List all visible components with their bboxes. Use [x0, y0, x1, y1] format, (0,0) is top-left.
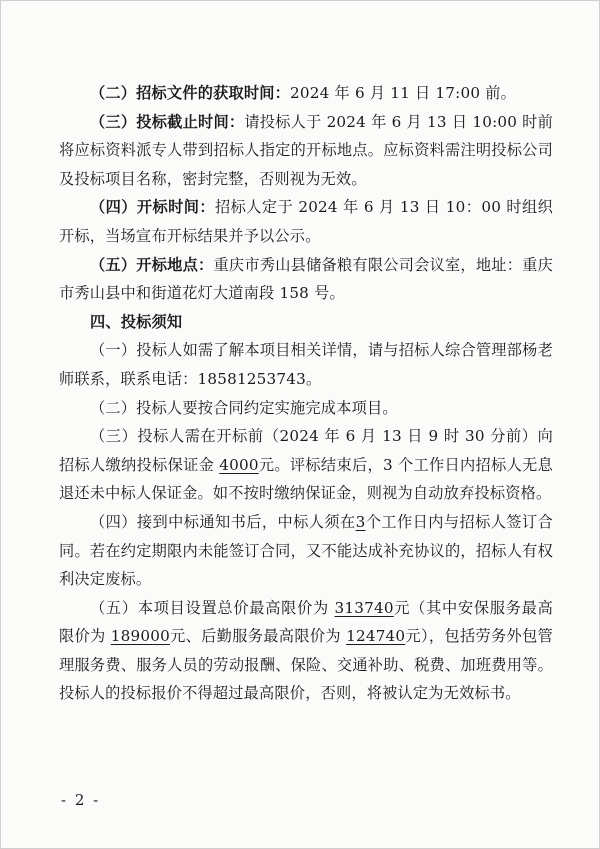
section-title-bidding-notice: 四、投标须知 [90, 312, 183, 331]
para-text: 元），包括劳务外包管理服务费、服务人员的劳动报酬、保险、交通补助、税费、加班费用等。投标人的投标报价不得超过最高限价，否则，将被认定为无效标书。 [59, 627, 553, 703]
para-heading: （二）招标文件的获取时间： [90, 84, 291, 102]
para-bid-deadline [59, 108, 553, 194]
document-body [59, 79, 553, 708]
para-text: 重庆市秀山县储备粮有限公司会议室，地址：重庆市秀山县中和街道花灯大道南段 158 号。 [59, 255, 553, 303]
para-bid-opening-location [59, 251, 553, 308]
security-price-ceiling: 189000 [110, 627, 170, 646]
para-text: （三）投标人需在开标前（2024 年 6 月 13 日 9 时 30 分前）向招标人缴纳投标保证金 [59, 427, 553, 474]
deposit-amount: 4000 [219, 455, 259, 474]
para-contact-info: （一）投标人如需了解本项目相关详情，请与招标人综合管理部杨老师联系，联系电话：18581253743。 [59, 341, 553, 388]
para-text: 元。评标结束后，3 个工作日内招标人无息退还未中标人保证金。如不按时缴纳保证金，则视为自动放弃投标资格。 [59, 455, 554, 503]
para-heading: （三）投标截止时间： [90, 112, 245, 131]
para-heading: （四）开标时间： [90, 198, 215, 217]
para-text: （五）本项目设置总价最高限价为 [90, 598, 335, 617]
para-contract-signing [59, 508, 553, 594]
para-bid-opening-time [59, 193, 553, 250]
para-text: 请投标人于 2024 年 6 月 13 日 10:00 时前将应标资料派专人带到招标人指定的开标地点。应标资料需注明投标公司及投标项目名称，密封完整，否则视为无效。 [59, 112, 553, 188]
para-contract-compliance: （二）投标人要按合同约定实施完成本项目。 [90, 398, 398, 417]
para-text: 招标人定于 2024 年 6 月 13 日 10：00 时组织开标，当场宣布开标结果并予以公示。 [59, 198, 553, 245]
para-price-ceiling [59, 594, 553, 708]
para-text: 元（其中安保服务最高限价为 [59, 598, 553, 646]
para-text: （四）接到中标通知书后，中标人须在 [90, 512, 356, 531]
para-document-acquisition-time [59, 79, 553, 108]
para-bid-deposit [59, 422, 553, 508]
total-price-ceiling: 313740 [334, 598, 394, 617]
page-number: - 2 - [61, 791, 101, 809]
para-text: 个工作日内与招标人签订合同。若在约定期限内未能签订合同，又不能达成补充协议的，招标人有权利决定废标。 [59, 512, 553, 589]
signing-days: 3 [355, 512, 366, 531]
para-text: 2024 年 6 月 11 日 17:00 前。 [290, 84, 516, 102]
para-heading: （五）开标地点： [90, 255, 214, 274]
logistics-price-ceiling: 124740 [346, 627, 406, 646]
para-text: 元、后勤服务最高限价为 [169, 627, 347, 646]
